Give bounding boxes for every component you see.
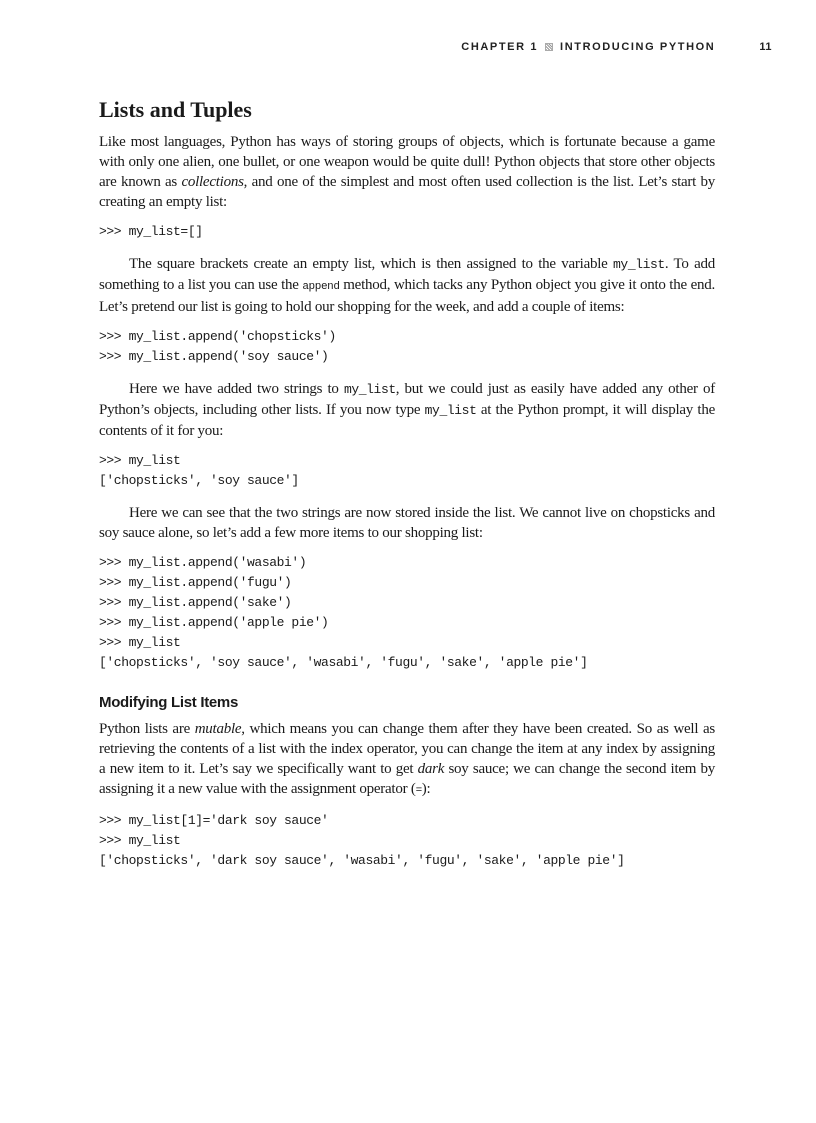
inline-code-equals: = <box>415 785 422 797</box>
code-block-empty-list: >>> my_list=[] <box>99 224 203 239</box>
text-run: The square brackets create an empty list, which is then assigned to the variable <box>129 256 614 272</box>
text-run: Here we have added two strings to <box>129 381 344 397</box>
chapter-label: CHAPTER 1 <box>461 41 539 53</box>
separator-square-icon <box>545 43 553 51</box>
text-run: . To add something to a list you can use the <box>99 256 715 293</box>
text-run: method, which tacks any Python object you give it onto the end. Let’s pretend our list is going to hold our shopping for the week, and add a couple of items: <box>99 277 715 315</box>
text-run: at the Python prompt, it will display the contents of it for you: <box>99 402 715 439</box>
emphasis-collections: collections <box>181 174 244 190</box>
chapter-title: INTRODUCING PYTHON <box>560 41 716 53</box>
text-run: Python lists are <box>99 721 195 737</box>
code-block-modify-item: >>> my_list[1]='dark soy sauce' >>> my_list ['chopsticks', 'dark soy sauce', 'wasabi', 'fugu', 'sake', 'apple pie'] <box>99 813 625 868</box>
text-run: , and one of the simplest and most often used collection is the list. Let’s start by creating an empty list: <box>99 174 715 210</box>
inline-code-my-list: my_list <box>613 257 665 272</box>
section-heading-lists-and-tuples: Lists and Tuples <box>99 97 252 122</box>
text-run: Like most languages, Python has ways of storing groups of objects, which is fortunate because a game with only one alien, one bullet, or one weapon would be quite dull! Python objects that store other objects are known as <box>99 134 715 190</box>
code-block-more-items: >>> my_list.append('wasabi') >>> my_list.append('fugu') >>> my_list.append('sake') >>> my_list.append('apple pie') >>> my_list ['chopsticks', 'soy sauce', 'wasabi', 'fugu', 'sake', 'apple pie'] <box>99 555 588 670</box>
section-heading-modifying-list-items: Modifying List Items <box>99 694 239 711</box>
text-run: , but we could just as easily have added any other of Python’s objects, including other lists. If you now type <box>99 381 715 418</box>
emphasis-dark: dark <box>417 761 445 777</box>
inline-code-my-list: my_list <box>343 382 396 397</box>
inline-code-append: append <box>302 281 340 293</box>
text-run: , which means you can change them after they have been created. So as well as retrieving the contents of a list with the index operator, you can change the item at any index by assigning a new item to it. Let’s say we specifically want to get <box>99 721 716 777</box>
page-number: 11 <box>759 41 772 53</box>
emphasis-mutable: mutable <box>194 721 242 737</box>
text-run: soy sauce; we can change the second item by assigning it a new value with the assignment operator ( <box>99 761 716 797</box>
paragraph-mutable <box>99 719 715 801</box>
code-block-append-items: >>> my_list.append('chopsticks') >>> my_list.append('soy sauce') <box>99 329 336 364</box>
running-header <box>461 41 772 53</box>
inline-code-my-list: my_list <box>424 403 477 418</box>
page-body <box>99 96 715 883</box>
code-block-display-list: >>> my_list ['chopsticks', 'soy sauce'] <box>99 453 299 488</box>
paragraph-added-strings <box>99 379 715 441</box>
paragraph-append <box>99 254 715 317</box>
paragraph-more-items: Here we can see that the two strings are now stored inside the list. We cannot live on chopsticks and soy sauce alone, so let’s add a few more items to our shopping list: <box>99 505 715 541</box>
paragraph-intro <box>99 132 715 212</box>
text-run: ): <box>421 781 431 797</box>
